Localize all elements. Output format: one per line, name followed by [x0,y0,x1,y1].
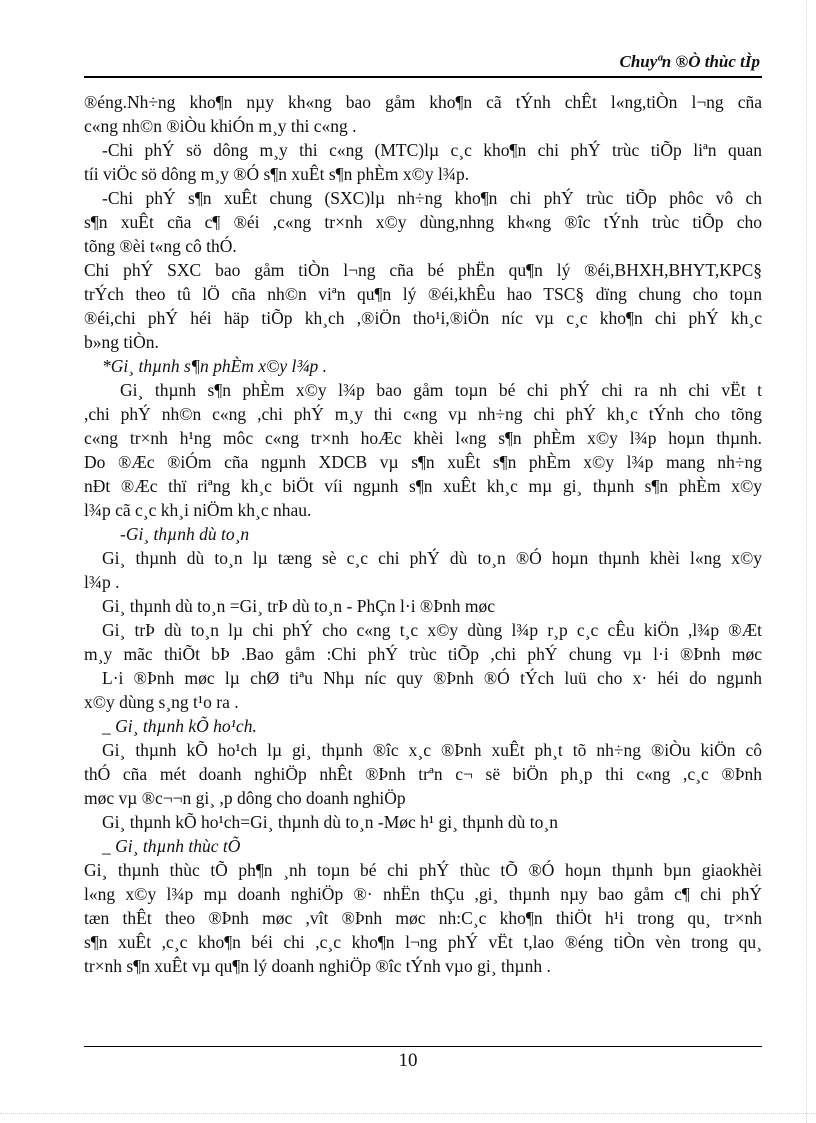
text-line: ®éi,chi phÝ héi häp tiÕp kh¸ch ,®iÖn tho¹i,®iÖn níc vµ c¸c kho¶n chi phÝ kh¸c [84,308,762,328]
header-divider [84,76,762,78]
body-text [84,90,762,978]
text-line: Gi¸ thµnh thùc tÕ ph¶n ¸nh toµn bé chi phÝ thùc tÕ ®Ó hoµn thµnh bµn giaokhèi [84,860,762,880]
text-line: tõng ®èi t«ng cô thÓ. [84,236,237,256]
text-line: Gi¸ thµnh dù to¸n lµ tæng sè c¸c chi phÝ dù to¸n ®Ó hoµn thµnh khèi l«ng x©y [102,548,762,568]
text-line: Gi¸ trÞ dù to¸n lµ chi phÝ cho c«ng t¸c x©y dùng l¾p r¸p c¸c cÊu kiÖn ,l¾p ®Æt [102,620,762,640]
text-line: tíi viÖc sö dông m¸y ®Ó s¶n xuÊt s¶n phÈm x©y l¾p. [84,164,470,184]
text-line: nÐt ®Æc thï riªng kh¸c biÖt víi ngµnh s¶n xuÊt kh¸c mµ gi¸ thµnh s¶n phÈm x©y [84,476,762,496]
text-line: trÝch theo tû lÖ cña nh©n viªn qu¶n lý ®éi,khÊu hao TSC§ dïng chung cho toµn [84,284,762,304]
text-line: Do ®Æc ®iÓm cña ngµnh XDCB vµ s¶n xuÊt s¶n phÈm x©y l¾p mang nh÷ng [84,452,762,472]
text-line: møc vµ ®c¬¬n gi¸ ,p dông cho doanh nghiÖp [84,788,406,808]
text-line: L·i ®Þnh møc lµ chØ tiªu Nhµ níc quy ®Þnh ®Ó tÝch luü cho x· héi do ngµnh [102,668,762,688]
text-line: Gi¸ thµnh kÕ ho¹ch lµ gi¸ thµnh ®îc x¸c ®Þnh xuÊt ph¸t tõ nh÷ng ®iÒu kiÖn cô [102,740,762,760]
text-line: l¾p cã c¸c kh¸i niÖm kh¸c nhau. [84,500,312,520]
text-line: Chi phÝ SXC bao gåm tiÒn l¬ng cña bé phËn qu¶n lý ®éi,BHXH,BHYT,KPC§ [84,260,762,280]
text-line: x©y dùng s¸ng t¹o ra . [84,692,239,712]
section-heading: _ Gi¸ thµnh thùc tÕ [102,836,241,856]
text-line: -Chi phÝ sö dông m¸y thi c«ng (MTC)lµ c¸c kho¶n chi phÝ trùc tiÕp liªn quan [102,140,762,160]
text-line: s¶n xuÊt cña c¶ ®éi ,c«ng tr×nh x©y dùng,nhng kh«ng ®îc tÝnh trùc tiÕp cho [84,212,762,232]
header-title: Chuyªn ®Ò thùc tÌp [619,52,760,71]
page-edge-right [806,0,807,1123]
page-edge-bottom [0,1113,816,1114]
section-heading: -Gi¸ thµnh dù to¸n [120,524,250,544]
text-line: -Chi phÝ s¶n xuÊt chung (SXC)lµ nh÷ng kho¶n chi phÝ trùc tiÕp phôc vô ch [102,188,762,208]
page-number: 10 [398,1050,418,1071]
section-heading: *Gi¸ thµnh s¶n phÈm x©y l¾p . [102,356,328,376]
text-line: b»ng tiÒn. [84,332,159,352]
text-line: l¾p . [84,572,120,592]
text-line: ®éng.Nh÷ng kho¶n nµy kh«ng bao gåm kho¶n cã tÝnh chÊt l«ng,tiÒn l¬ng cña [84,92,762,112]
text-line: ,chi phÝ nh©n c«ng ,chi phÝ m¸y thi c«ng vµ nh÷ng chi phÝ kh¸c tÝnh cho tõng [84,404,762,424]
text-line: m¸y mãc thiÕt bÞ .Bao gåm :Chi phÝ trùc tiÕp ,chi phÝ chung vµ l·i ®Þnh møc [84,644,762,664]
text-line: l«ng x©y l¾p mµ doanh nghiÖp ®· nhËn thÇu ,gi¸ thµnh nµy bao gåm c¶ chi phÝ [84,884,762,904]
text-line: c«ng tr×nh h¹ng môc c«ng tr×nh hoÆc khèi l«ng s¶n phÈm x©y l¾p hoµn thµnh. [84,428,762,448]
text-line: Gi¸ thµnh s¶n phÈm x©y l¾p bao gåm toµn bé chi phÝ chi ra nh chi vËt t [120,380,762,400]
section-heading: _ Gi¸ thµnh kÕ ho¹ch. [102,716,257,736]
text-line: s¶n xuÊt ,c¸c kho¶n béi chi ,c¸c kho¶n l¬ng phÝ vËt t,lao ®éng tiÒn vèn trong qu¸ [84,932,762,952]
footer-divider [84,1046,762,1047]
text-line: tr×nh s¶n xuÊt vµ qu¶n lý doanh nghiÖp ®îc tÝnh vµo gi¸ thµnh . [84,956,551,976]
text-line: tæn thÊt theo ®Þnh møc ,vît ®Þnh møc nh:C¸c kho¶n thiÖt h¹i trong qu¸ tr×nh [84,908,762,928]
text-line: thÓ cña mét doanh nghiÖp nhÊt ®Þnh trªn c¬ së biÖn ph¸p thi c«ng ,c¸c ®Þnh [84,764,762,784]
formula-line: Gi¸ thµnh dù to¸n =Gi¸ trÞ dù to¸n - PhÇn l·i ®Þnh møc [102,596,495,616]
text-line: c«ng nh©n ®iÒu khiÓn m¸y thi c«ng . [84,116,357,136]
formula-line: Gi¸ thµnh kÕ ho¹ch=Gi¸ thµnh dù to¸n -Møc h¹ gi¸ thµnh dù to¸n [102,812,558,832]
